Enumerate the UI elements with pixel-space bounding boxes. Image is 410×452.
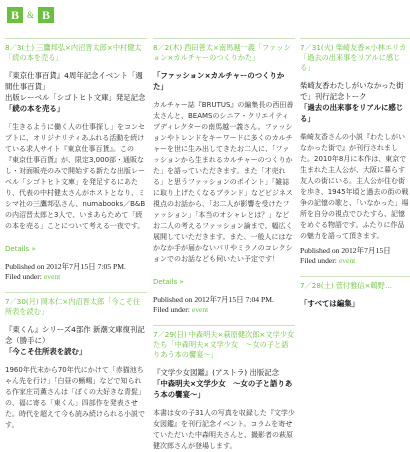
post-heading: 「ファッション×カルチャーのつくりかた」 bbox=[153, 71, 285, 91]
post-title-text: 西田善太×南馬越一義「ファッション×カルチャーのつくりかた」 bbox=[153, 43, 291, 62]
post-entry bbox=[5, 292, 147, 431]
post-entry bbox=[300, 276, 410, 309]
post-heading: 「過去の出来事をリアルに感じる」 bbox=[300, 103, 404, 123]
category-link[interactable]: event bbox=[43, 272, 61, 281]
post-heading: 「中森明夫×文学少女 ～女の子と語りあう本の饗宴～」 bbox=[153, 379, 293, 399]
post-entry bbox=[153, 325, 295, 452]
post-title-text: 三鷹邦弘×内沼晋太郎×中村健太「続の本を売る」 bbox=[5, 43, 142, 62]
post-subtitle: 『東くん』シリーズ4部作 新潮文庫復刊記念（勝手に） bbox=[5, 325, 145, 345]
post-date: 7／31(火) bbox=[300, 43, 334, 52]
post-body: 柴崎友香さんの小説『わたしがいなかった街で』が刊行されました。2010年8月に本作は、東京で生まれた主人公が、大阪に暮らす友人の街にいる。主人公が住む街を歩き、1945年頃と過去の街の戦争の記憶の歌と、「いなかった」場所を自分の視点でひたすら、記憶をめぐる物語です。ふたりに作品の魅力を語って頂きます。 bbox=[300, 133, 409, 240]
published-date: Published on 2012年7月15日 7:05 PM. bbox=[5, 262, 126, 271]
post-entry bbox=[5, 38, 147, 282]
site-logo[interactable] bbox=[7, 6, 54, 24]
post-body: 1960年代末から70年代にかけて「赤猫池ちゃん先を行け」「白昼の蜥蜴」などで知られる作家庄司薫さんは「ぼくの大好きな青髭」の、福に寄る「東くん」四部作を発表させた。時代を超えて今も読み続けられる小説です。 bbox=[5, 366, 145, 429]
site-header bbox=[0, 0, 400, 30]
post-subtitle: 出版レーベル「シゴトヒト文庫」発足記念 bbox=[5, 93, 146, 102]
details-link[interactable]: Details » bbox=[153, 278, 184, 286]
post-column bbox=[5, 38, 147, 429]
post-title-link[interactable] bbox=[153, 330, 295, 360]
published-date: Published on 2012年7月15日 bbox=[300, 246, 391, 255]
post-title-link[interactable] bbox=[153, 43, 295, 63]
logo-letter-right: B bbox=[38, 7, 54, 23]
filed-under-label: Filed under: bbox=[153, 305, 190, 314]
post-heading: 「今こそ住所表を読む」 bbox=[5, 347, 87, 356]
post-title-link[interactable] bbox=[5, 43, 147, 63]
published-date: Published on 2012年7月15日 7:04 PM. bbox=[153, 295, 274, 304]
post-entry bbox=[300, 38, 410, 266]
post-date: 7／30(月) bbox=[5, 297, 39, 306]
post-date: 8／2(木) bbox=[153, 43, 183, 52]
post-subtitle: 『東京仕事百貨』4周年記念イベント「週間仕事百貨」 bbox=[5, 71, 143, 91]
post-column bbox=[153, 38, 295, 450]
category-link[interactable]: event bbox=[191, 305, 209, 314]
logo-ampersand: & bbox=[27, 10, 35, 20]
post-heading: 「続の本を売る」 bbox=[5, 104, 65, 113]
filed-under-label: Filed under: bbox=[300, 256, 337, 265]
post-title-text: 柴崎友香×小林エリカ「過去の出来事をリアルに感じる」 bbox=[300, 43, 407, 72]
post-date: 7／28(土) bbox=[300, 281, 334, 290]
logo-letter-left: B bbox=[7, 7, 23, 23]
post-heading: 「すべては編集」 bbox=[300, 299, 359, 308]
details-link[interactable]: Details » bbox=[5, 245, 36, 253]
filed-under-label: Filed under: bbox=[5, 272, 42, 281]
post-body: カルチャー誌『BRUTUS』の編集長の西田善太さんと、BEAMSのシニア・クリエイティブディレクターの南馬越一義さん。ファッションやトレンドをキーワードに多くのカルチャーを世に生み出してきたお二人に、「ファッションから生まれるカルチャーのつくりかた」を語っていただきます。また「才売れる」と思うファッションのポイント」「雑誌に取り上げたくなるブランド」などビジネス視点のお話から、「お二人が影響を受けたファッション」「本当のオシャレとは？」などお二人の考えるファッション論まで、幅広く展開していただきます。また、一般人にはなかなか手が届かないパリやミラノのコレクションでのお話なども伺いたい予定です！ bbox=[153, 101, 294, 263]
filed-under bbox=[300, 256, 410, 266]
post-date: 8／3(土) bbox=[5, 43, 35, 52]
post-subtitle: 『文学少女図鑑』(アストラ) 出版記念 bbox=[153, 368, 280, 377]
post-title-link[interactable] bbox=[300, 281, 410, 291]
post-entry bbox=[153, 38, 295, 315]
filed-under bbox=[5, 272, 147, 282]
post-body: 「生きるように働く人の仕事探し」をコンセプトに、オリジナリティあふれる活動を続けている求人サイト『東京仕事百貨』。この『東京仕事百貨』が、限定3,000部・通販なし・対面販売のみで開始する新たな出版レーベル「シゴトヒト文庫」を発足するにあたり、代表の中村健太さんがホストとなり、ミシマ社の三鷹邦弘さん、numabooks／B&Bの内沼晋太郎と3人で、いまあらためて「続の本を売る」ことについて考える一夜です。 bbox=[5, 123, 146, 230]
post-date: 7／29(日) bbox=[153, 330, 187, 339]
post-title-text: 中森明夫×萩原健次郎×文学少女たち「中森明夫×文学少女 ～女の子と語りあう本の饗宴～」 bbox=[153, 330, 295, 359]
post-body: 本書は女の子31人の写真を収録した『文学少女図鑑』を刊行記念イベント。コラムを寄せていただいた中森明夫さんと、撮影者の萩原健次郎さんが登場します。 bbox=[153, 409, 295, 450]
post-subtitle: 柴崎友香わたしがいなかった街で」刊行記念トーク bbox=[300, 81, 404, 101]
filed-under bbox=[153, 305, 295, 315]
post-column bbox=[300, 38, 410, 400]
category-link[interactable]: event bbox=[338, 256, 356, 265]
post-title-text: 菅付雅信×鶴野… bbox=[335, 281, 393, 290]
post-title-link[interactable] bbox=[300, 43, 410, 73]
post-title-link[interactable] bbox=[5, 297, 147, 317]
post-title-text: 岡本仁×内沼晋太郎「今こそ住所表を読む」 bbox=[5, 297, 141, 316]
